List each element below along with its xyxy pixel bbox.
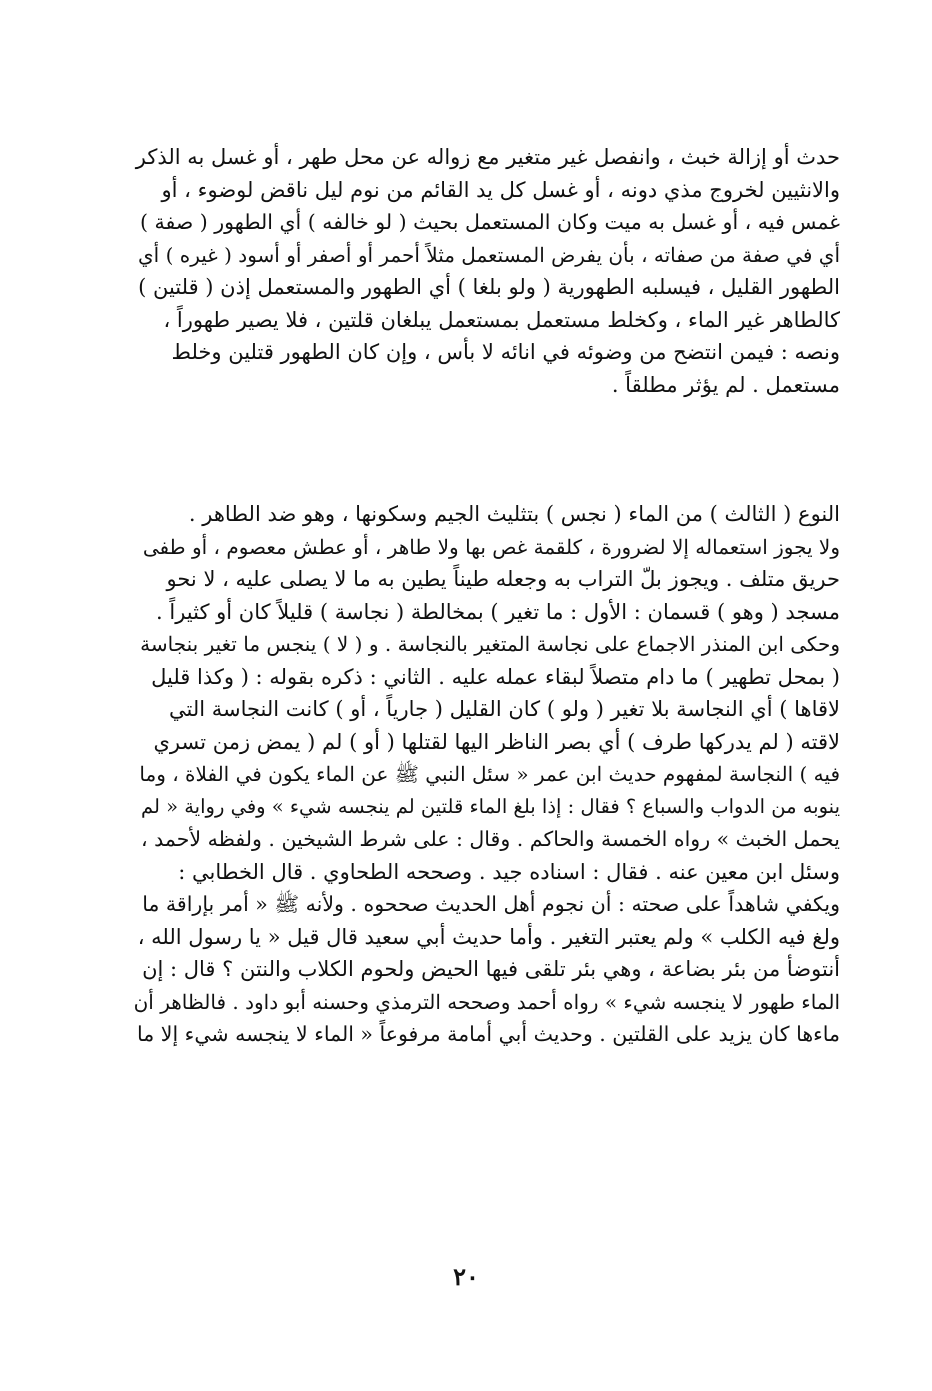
text-line: والانثيين لخروج مذي دونه ، أو غسل كل يد القائم من نوم ليل ناقض لوضوء ، أو bbox=[161, 177, 840, 202]
text-line: غمس فيه ، أو غسل به ميت وكان المستعمل بحيث ( لو خالفه ) أي الطهور ( صفة ) bbox=[139, 210, 840, 234]
text-line: أي في صفة من صفاته ، بأن يفرض المستعمل مثلاً أحمر أو أصفر أو أسود ( غيره ) أي bbox=[138, 242, 840, 267]
text-line: الطهور القليل ، فيسلبه الطهورية ( ولو بلغا ) أي الطهور والمستعمل إذن ( قلتين ) bbox=[138, 275, 840, 299]
text-line: ينوبه من الدواب والسباع ؟ فقال : إذا بلغ الماء قلتين لم ينجسه شيء » وفي رواية « لم bbox=[140, 794, 840, 818]
text-line: أنتوضأ من بئر بضاعة ، وهي بئر تلقى فيها الحيض ولحوم الكلاب والنتن ؟ قال : إن bbox=[142, 957, 840, 981]
text-line: فيه ) النجاسة لمفهوم حديث ابن عمر « سئل النبي ﷺ عن الماء يكون في الفلاة ، وما bbox=[139, 762, 840, 786]
page-number: ٢٠ bbox=[453, 1262, 479, 1291]
text-line: ولغ فيه الكلب » ولم يعتبر التغير . وأما حديث أبي سعيد قال قيل « يا رسول الله ، bbox=[137, 924, 840, 949]
text-line: مسجد ( وهو ) قسمان : الأول : ما تغير ) بمخالطة ( نجاسة ) قليلاً كان أو كثيراً . bbox=[156, 599, 840, 624]
text-line: ( بمحل تطهير ) ما دام متصلاً لبقاء عمله عليه . الثاني : ذكره بقوله : ( وكذا قليل bbox=[151, 664, 840, 689]
text-line: النوع ( الثالث ) من الماء ( نجس ) بتثليث الجيم وسكونها ، وهو ضد الطاهر . bbox=[188, 502, 840, 526]
text-line: مستعمل . لم يؤثر مطلقاً . bbox=[611, 372, 840, 397]
paragraph-1 bbox=[128, 141, 840, 401]
paragraph-2 bbox=[128, 498, 840, 1051]
text-line: الماء طهور لا ينجسه شيء » رواه أحمد وصححه الترمذي وحسنه أبو داود . فالظاهر أن bbox=[133, 989, 840, 1014]
text-line: ولا يجوز استعماله إلا لضرورة ، كلقمة غص بها ولا طاهر ، أو عطش معصوم ، أو طفى bbox=[142, 534, 840, 559]
text-line: وحكى ابن المنذر الاجماع على نجاسة المتغير بالنجاسة . و ( لا ) ينجس ما تغير بنجاسة bbox=[140, 632, 840, 656]
text-line: ونصه : فيمن انتضح من وضوئه في انائه لا بأس ، وإن كان الطهور قتلين وخلط bbox=[171, 340, 840, 364]
text-line: وسئل ابن معين عنه . فقال : اسناده جيد . وصححه الطحاوي . قال الخطابي : bbox=[178, 859, 840, 884]
text-line: ويكفي شاهداً على صحته : أن نجوم أهل الحديث صححوه . ولأنه ﷺ « أمر بإراقة ما bbox=[142, 892, 840, 916]
text-line: لاقاها ) أي النجاسة بلا تغير ( ولو ) كان القليل ( جارياً ، أو ) كانت النجاسة التي bbox=[168, 697, 840, 721]
text-line: حريق متلف . ويجوز بلّ التراب به وجعله طيناً يطين به ما لا يصلى عليه ، لا نحو bbox=[166, 567, 840, 591]
text-line: لاقته ( لم يدركها طرف ) أي بصر الناظر اليها لقتلها ( أو ) لم ( يمض زمن تسري bbox=[153, 729, 840, 754]
text-line: كالطاهر غير الماء ، وكخلط مستعمل بمستعمل يبلغان قلتين ، فلا يصير طهوراً ، bbox=[163, 307, 840, 332]
text-line: ماءها كان يزيد على القلتين . وحديث أبي أمامة مرفوعاً « الماء لا ينجسه شيء إلا ما bbox=[137, 1022, 840, 1046]
text-line: يحمل الخبث » رواه الخمسة والحاكم . وقال : على شرط الشيخين . ولفظه لأحمد ، bbox=[140, 827, 840, 851]
text-line: حدث أو إزالة خبث ، وانفصل غير متغير مع زواله عن محل طهر ، أو غسل به الذكر bbox=[135, 145, 840, 169]
